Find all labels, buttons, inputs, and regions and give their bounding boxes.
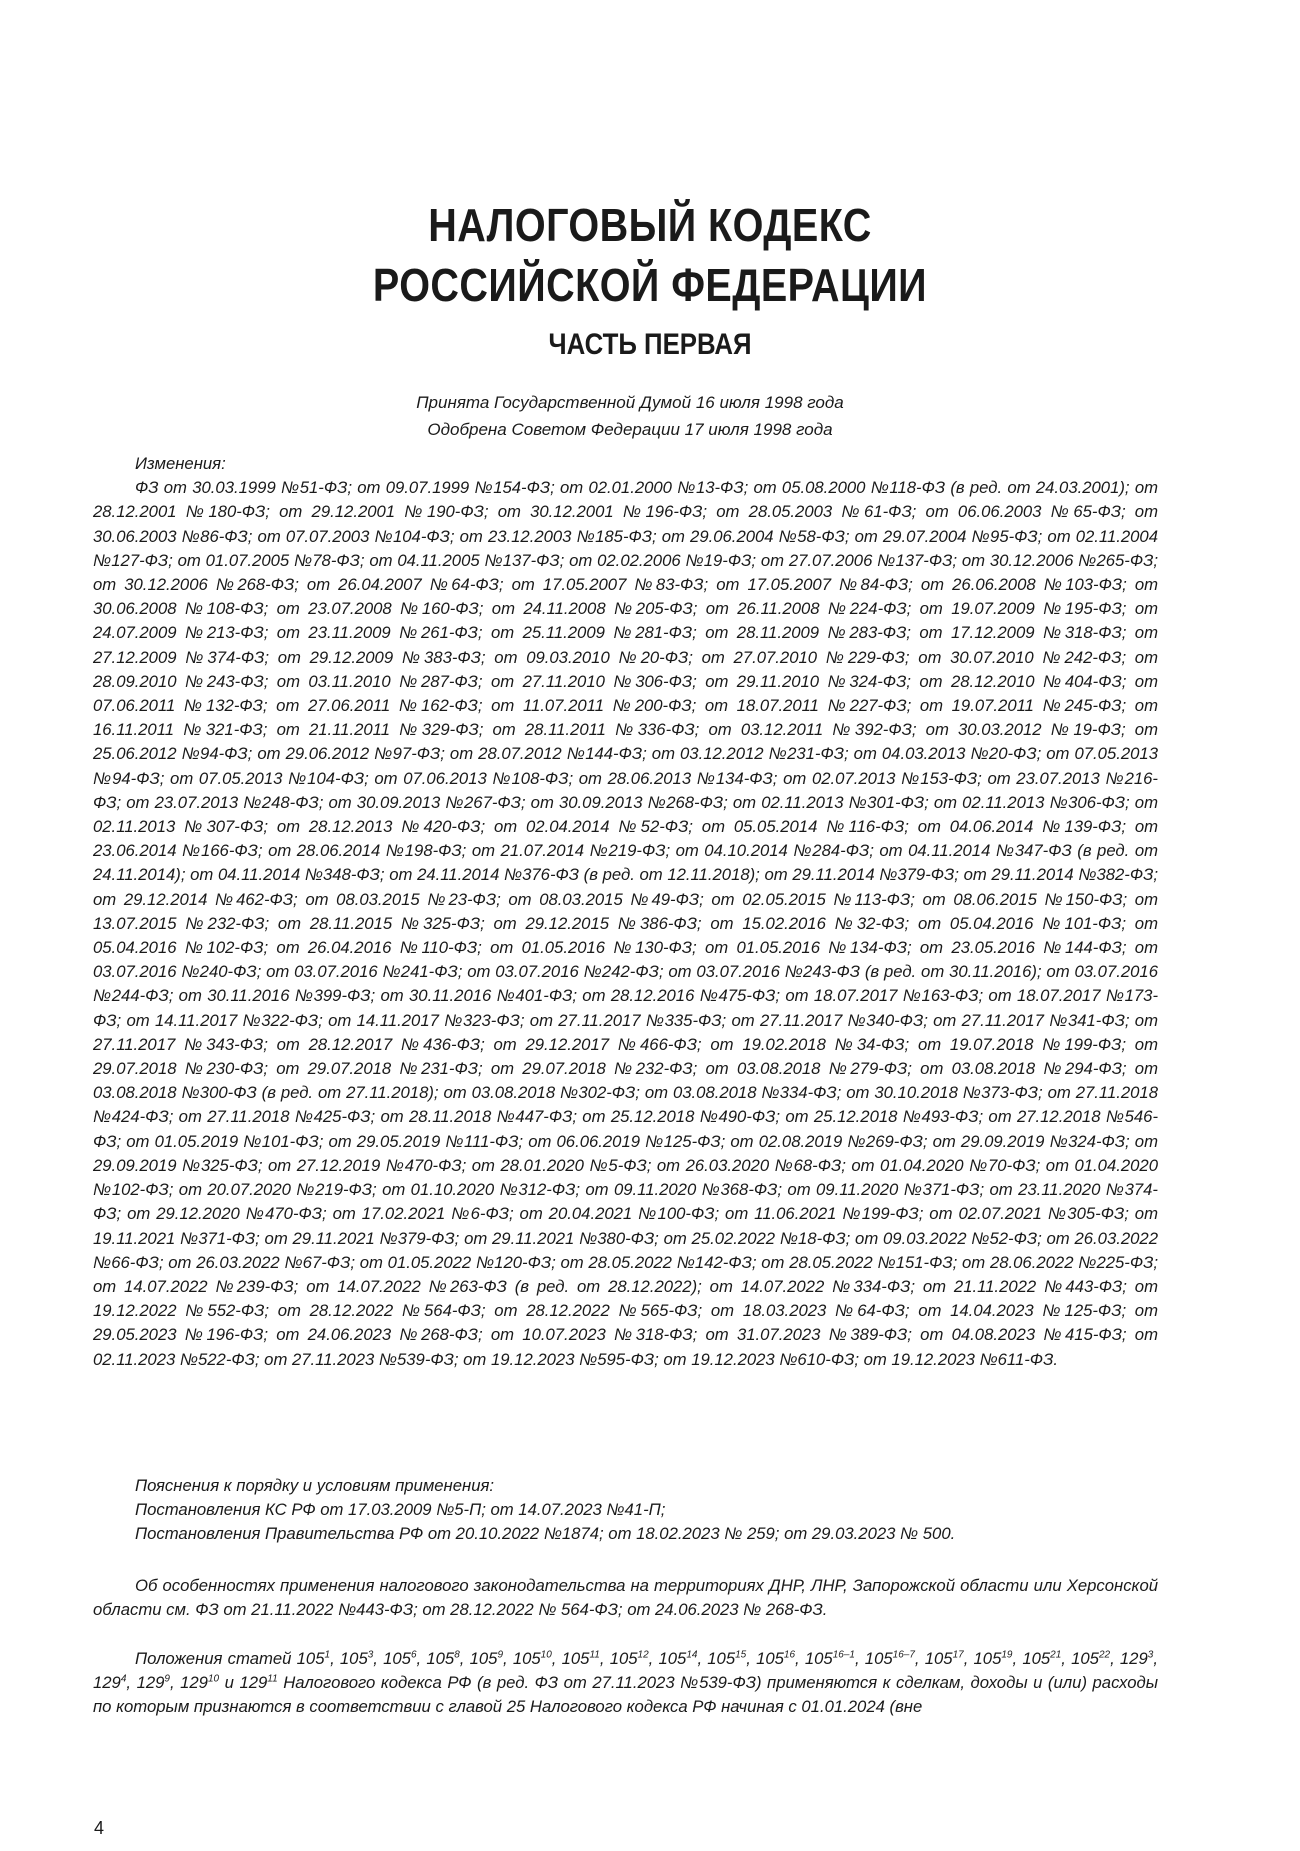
article-superscript: 15 [735,1649,747,1661]
article-reference [1022,1649,1061,1668]
article-number: 105 [561,1649,590,1668]
page-number: 4 [94,1818,105,1838]
title-line-1: НАЛОГОВЫЙ КОДЕКС [428,199,872,251]
article-superscript: 3 [1147,1649,1154,1661]
article-number: 105 [864,1649,893,1668]
article-number: 105 [512,1649,541,1668]
article-superscript: 16–1 [832,1649,855,1661]
provisions-tail: Налогового кодекса РФ (в ред. ФЗ от 27.11.2023 №539-ФЗ) применяются к сделкам, доходы и (или) расходы по которым признаются в соответствии с главой 25 Налогового кодекса РФ начиная с 01.01.2024 (вне [93,1673,1158,1717]
changes-section [93,452,1158,1372]
article-number: 105 [707,1649,736,1668]
title-line-2: РОССИЙСКОЙ ФЕДЕРАЦИИ [372,259,928,311]
changes-list: ФЗ от 30.03.1999 №51-ФЗ; от 09.07.1999 №154-ФЗ; от 02.01.2000 №13-ФЗ; от 05.08.2000 №118-ФЗ (в ред. от 24.03.2001); от 28.12.2001 №180-ФЗ; от 29.12.2001 №190-ФЗ; от 30.12.2001 №196-ФЗ; от 28.05.2003 №61-ФЗ; от 06.06.2003 №65-ФЗ; от 30.06.2003 №86-ФЗ; от 07.07.2003 №104-ФЗ; от 23.12.2003 №185-ФЗ; от 29.06.2004 №58-ФЗ; от 29.07.2004 №95-ФЗ; от 02.11.2004 №127-ФЗ; от 01.07.2005 №78-ФЗ; от 04.11.2005 №137-ФЗ; от 02.02.2006 №19-ФЗ; от 27.07.2006 №137-ФЗ; от 30.12.2006 №265-ФЗ; от 30.12.2006 №268-ФЗ; от 26.04.2007 №64-ФЗ; от 17.05.2007 №83-ФЗ; от 17.05.2007 №84-ФЗ; от 26.06.2008 №103-ФЗ; от 30.06.2008 №108-ФЗ; от 23.07.2008 №160-ФЗ; от 24.11.2008 №205-ФЗ; от 26.11.2008 №224-ФЗ; от 19.07.2009 №195-ФЗ; от 24.07.2009 №213-ФЗ; от 23.11.2009 №261-ФЗ; от 25.11.2009 №281-ФЗ; от 28.11.2009 №283-ФЗ; от 17.12.2009 №318-ФЗ; от 27.12.2009 №374-ФЗ; от 29.12.2009 №383-ФЗ; от 09.03.2010 №20-ФЗ; от 27.07.2010 №229-ФЗ; от 30.07.2010 №242-ФЗ; от 28.09.2010 №243-ФЗ; от 03.11.2010 №287-ФЗ; от 27.11.2010 №306-ФЗ; от 29.11.2010 №324-ФЗ; от 28.12.2010 №404-ФЗ; от 07.06.2011 №132-ФЗ; от 27.06.2011 №162-ФЗ; от 11.07.2011 №200-ФЗ; от 18.07.2011 №227-ФЗ; от 19.07.2011 №245-ФЗ; от 16.11.2011 №321-ФЗ; от 21.11.2011 №329-ФЗ; от 28.11.2011 №336-ФЗ; от 03.12.2011 №392-ФЗ; от 30.03.2012 №19-ФЗ; от 25.06.2012 №94-ФЗ; от 29.06.2012 №97-ФЗ; от 28.07.2012 №144-ФЗ; от 03.12.2012 №231-ФЗ; от 04.03.2013 №20-ФЗ; от 07.05.2013 №94-ФЗ; от 07.05.2013 №104-ФЗ; от 07.06.2013 №108-ФЗ; от 28.06.2013 №134-ФЗ; от 02.07.2013 №153-ФЗ; от 23.07.2013 №216-ФЗ; от 23.07.2013 №248-ФЗ; от 30.09.2013 №267-ФЗ; от 30.09.2013 №268-ФЗ; от 02.11.2013 №301-ФЗ; от 02.11.2013 №306-ФЗ; от 02.11.2013 №307-ФЗ; от 28.12.2013 №420-ФЗ; от 02.04.2014 №52-ФЗ; от 05.05.2014 №116-ФЗ; от 04.06.2014 №139-ФЗ; от 23.06.2014 №166-ФЗ; от 28.06.2014 №198-ФЗ; от 21.07.2014 №219-ФЗ; от 04.10.2014 №284-ФЗ; от 04.11.2014 №347-ФЗ (в ред. от 24.11.2014); от 04.11.2014 №348-ФЗ; от 24.11.2014 №376-ФЗ (в ред. от 12.11.2018); от 29.11.2014 №379-ФЗ; от 29.11.2014 №382-ФЗ; от 29.12.2014 №462-ФЗ; от 08.03.2015 №23-ФЗ; от 08.03.2015 №49-ФЗ; от 02.05.2015 №113-ФЗ; от 08.06.2015 №150-ФЗ; от 13.07.2015 №232-ФЗ; от 28.11.2015 №325-ФЗ; от 29.12.2015 №386-ФЗ; от 15.02.2016 №32-ФЗ; от 05.04.2016 №101-ФЗ; от 05.04.2016 №102-ФЗ; от 26.04.2016 №110-ФЗ; от 01.05.2016 №130-ФЗ; от 01.05.2016 №134-ФЗ; от 23.05.2016 №144-ФЗ; от 03.07.2016 №240-ФЗ; от 03.07.2016 №241-ФЗ; от 03.07.2016 №242-ФЗ; от 03.07.2016 №243-ФЗ (в ред. от 30.11.2016); от 03.07.2016 №244-ФЗ; от 30.11.2016 №399-ФЗ; от 30.11.2016 №401-ФЗ; от 28.12.2016 №475-ФЗ; от 18.07.2017 №163-ФЗ; от 18.07.2017 №173-ФЗ; от 14.11.2017 №322-ФЗ; от 14.11.2017 №323-ФЗ; от 27.11.2017 №335-ФЗ; от 27.11.2017 №340-ФЗ; от 27.11.2017 №341-ФЗ; от 27.11.2017 №343-ФЗ; от 28.12.2017 №436-ФЗ; от 29.12.2017 №466-ФЗ; от 19.02.2018 №34-ФЗ; от 19.07.2018 №199-ФЗ; от 29.07.2018 №230-ФЗ; от 29.07.2018 №231-ФЗ; от 29.07.2018 №232-ФЗ; от 03.08.2018 №279-ФЗ; от 03.08.2018 №294-ФЗ; от 03.08.2018 №300-ФЗ (в ред. от 27.11.2018); от 03.08.2018 №302-ФЗ; от 03.08.2018 №334-ФЗ; от 30.10.2018 №373-ФЗ; от 27.11.2018 №424-ФЗ; от 27.11.2018 №425-ФЗ; от 28.11.2018 №447-ФЗ; от 25.12.2018 №490-ФЗ; от 25.12.2018 №493-ФЗ; от 27.12.2018 №546-ФЗ; от 01.05.2019 №101-ФЗ; от 29.05.2019 №111-ФЗ; от 06.06.2019 №125-ФЗ; от 02.08.2019 №269-ФЗ; от 29.09.2019 №324-ФЗ; от 29.09.2019 №325-ФЗ; от 27.12.2019 №470-ФЗ; от 28.01.2020 №5-ФЗ; от 26.03.2020 №68-ФЗ; от 01.04.2020 №70-ФЗ; от 01.04.2020 №102-ФЗ; от 20.07.2020 №219-ФЗ; от 01.10.2020 №312-ФЗ; от 09.11.2020 №368-ФЗ; от 09.11.2020 №371-ФЗ; от 23.11.2020 №374-ФЗ; от 29.12.2020 №470-ФЗ; от 17.02.2021 №6-ФЗ; от 20.04.2021 №100-ФЗ; от 11.06.2021 №199-ФЗ; от 02.07.2021 №305-ФЗ; от 19.11.2021 №371-ФЗ; от 29.11.2021 №379-ФЗ; от 29.11.2021 №380-ФЗ; от 25.02.2022 №18-ФЗ; от 09.03.2022 №52-ФЗ; от 26.03.2022 №66-ФЗ; от 26.03.2022 №67-ФЗ; от 01.05.2022 №120-ФЗ; от 28.05.2022 №142-ФЗ; от 28.05.2022 №151-ФЗ; от 28.06.2022 №225-ФЗ; от 14.07.2022 №239-ФЗ; от 14.07.2022 №263-ФЗ (в ред. от 28.12.2022); от 14.07.2022 №334-ФЗ; от 21.11.2022 №443-ФЗ; от 19.12.2022 №552-ФЗ; от 28.12.2022 №564-ФЗ; от 28.12.2022 №565-ФЗ; от 18.03.2023 №64-ФЗ; от 14.04.2023 №125-ФЗ; от 29.05.2023 №196-ФЗ; от 24.06.2023 №268-ФЗ; от 10.07.2023 №318-ФЗ; от 31.07.2023 №389-ФЗ; от 04.08.2023 №415-ФЗ; от 02.11.2023 №522-ФЗ; от 27.11.2023 №539-ФЗ; от 19.12.2023 №595-ФЗ; от 19.12.2023 №610-ФЗ; от 19.12.2023 №611-ФЗ. [93,478,1158,1369]
article-superscript: 22 [1098,1649,1111,1661]
article-number: 105 [1022,1649,1051,1668]
article-number: 105 [469,1649,498,1668]
provisions-intro: Положения статей [135,1649,292,1668]
article-reference [426,1649,459,1668]
article-superscript: 16–7 [892,1649,915,1661]
article-number: 105 [339,1649,368,1668]
article-superscript: 9 [497,1649,503,1661]
article-number: 129 [1119,1649,1148,1668]
article-reference [610,1649,649,1668]
approved-note: Одобрена Советом Федерации 17 июля 1998 года [427,420,833,439]
article-reference [865,1649,915,1668]
explanations-section [93,1474,1158,1547]
provisions-articles: $105^1$, $105^3$, $105^6$, $105^8$, $105^9$, $105^{10}$, $105^{11}$, $105^{12}$, $105^{14}$, $105^{15}$, $105^{16}$, 105$^{16-1}$, 105$^{16-7}$, $105^{17}$, $105^{19}$, $105^{21}$, $105^{22}$, $129^3$, $129^4$, $129^9$, $129^{10}$ [93,1649,1158,1693]
part-heading: ЧАСТЬ ПЕРВАЯ [548,328,752,361]
article-reference [340,1649,373,1668]
article-number: 105 [609,1649,638,1668]
article-reference [562,1649,600,1668]
article-reference [974,1649,1013,1668]
article-superscript: 11 [589,1649,600,1661]
article-reference [805,1649,855,1668]
article-reference [1120,1649,1153,1668]
article-number: 105 [296,1649,325,1668]
article-superscript: 1 [324,1649,331,1661]
article-number: 105 [924,1649,953,1668]
article-number: 129 [180,1673,208,1693]
article-superscript: 6 [410,1649,417,1661]
explanations-line-1: Постановления КС РФ от 17.03.2009 №5-П; от 14.07.2023 №41-П; [135,1500,666,1520]
article-superscript: 12 [637,1649,649,1661]
article-reference [93,1673,126,1692]
article-reference [383,1649,416,1668]
article-number: 129 [93,1673,121,1693]
article-reference [297,1649,330,1668]
article-superscript: 10 [540,1649,552,1661]
article-reference [925,1649,964,1668]
adopted-note: Принята Государственной Думой 16 июля 1998 года [416,393,844,412]
article-reference [756,1649,795,1668]
article-number: 105 [973,1649,1002,1668]
article-reference [470,1649,503,1668]
explanations-heading: Пояснения к порядку и условиям применения: [135,1476,495,1495]
article-reference [658,1649,697,1668]
article-superscript: 8 [454,1649,460,1661]
article-superscript: 17 [952,1649,964,1661]
article-reference [1071,1649,1110,1668]
article-number: 105 [383,1649,411,1668]
article-superscript: 21 [1050,1649,1062,1661]
article-superscript: 3 [367,1649,374,1661]
article-reference [180,1673,219,1692]
changes-heading: Изменения: [135,454,226,473]
article-superscript: 19 [1001,1649,1013,1661]
article-number: 105 [804,1649,833,1668]
article-number: 105 [426,1649,455,1668]
article-superscript: 4 [120,1673,127,1685]
article-reference [137,1673,170,1692]
article-superscript: 9 [164,1673,170,1685]
features-paragraph: Об особенностях применения налогового законодательства на территориях ДНР, ЛНР, Запорожской области или Херсонской области см. ФЗ от 21.11.2022 №443-ФЗ; от 28.12.2022 № 564-ФЗ; от 24.06.2023 № 268-ФЗ. [93,1576,1158,1620]
explanations-line-2: Постановления Правительства РФ от 20.10.2022 №1874; от 18.02.2023 № 259; от 29.03.2023 № 500. [135,1524,956,1544]
article-number: 129 [136,1673,165,1693]
provisions-paragraph [93,1647,1158,1720]
article-number: 105 [1071,1649,1099,1668]
article-superscript: 14 [686,1649,698,1661]
article-superscript: 11 [267,1673,278,1685]
article-reference [513,1649,552,1668]
article-number: 105 [756,1649,784,1668]
provisions-and: и [224,1673,234,1693]
article-superscript: 10 [207,1673,220,1685]
article-superscript: 16 [783,1649,796,1661]
article-number: 129 [239,1673,268,1693]
article-number: 105 [658,1649,687,1668]
article-reference [707,1649,746,1668]
provisions-last-article [239,1673,277,1692]
